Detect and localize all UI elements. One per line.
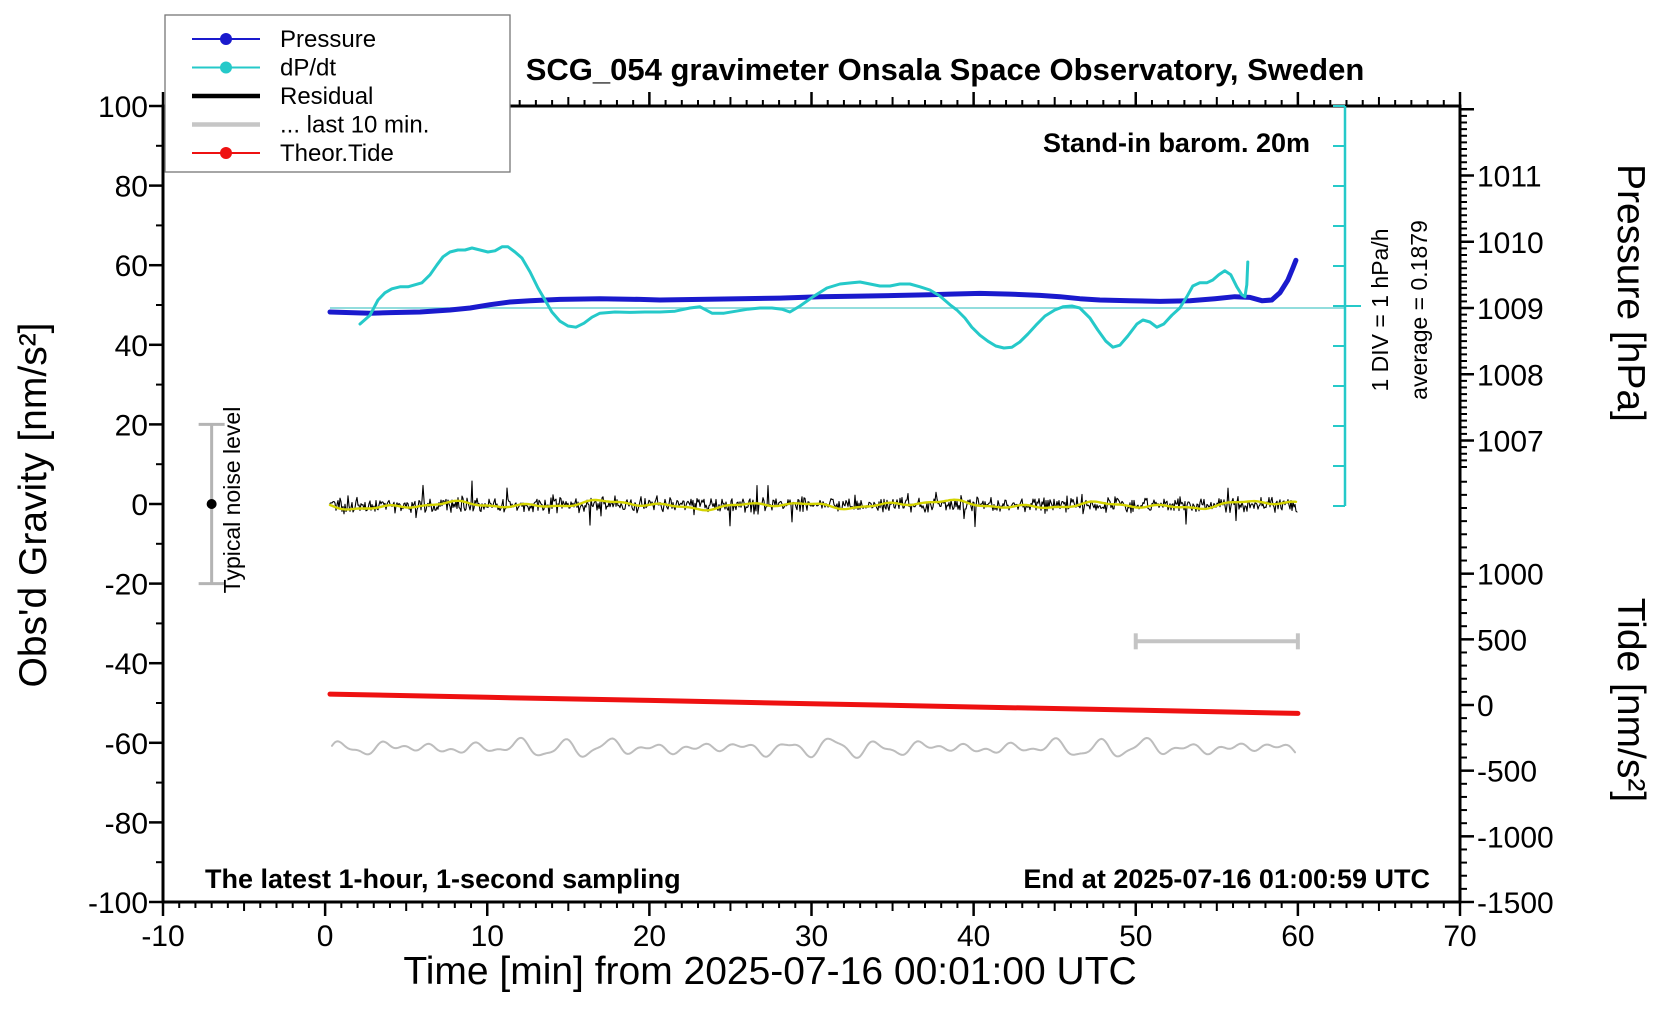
gravity-axis-title: Obs'd Gravity [nm/s²] [12,322,55,688]
gravity-tick-label: -20 [104,568,148,602]
tide-tick-label: 500 [1477,624,1528,658]
pressure-tick-label: 1011 [1477,160,1542,194]
sampling-note: The latest 1-hour, 1-second sampling [205,864,681,894]
gravity-tick-label: -100 [87,887,148,920]
theor-tide-line [330,694,1298,713]
gravity-tick-label: 0 [131,489,148,522]
x-tick-label: 70 [1443,920,1477,953]
pressure-tick-label: 1007 [1477,425,1544,459]
tide-tick-label: 0 [1477,690,1494,723]
pressure-line [330,260,1296,313]
legend-item-label: Theor.Tide [280,140,394,167]
tide-tick-label: -500 [1477,755,1538,789]
x-tick-label: 0 [316,920,334,953]
gravity-tick-label: -80 [104,807,148,841]
x-tick-label: 40 [956,920,991,953]
pressure-axis-title: Pressure [hPa] [1609,164,1652,422]
x-tick-label: 20 [632,920,667,953]
legend-swatch-dot [220,62,232,74]
last10min-trace [332,738,1295,758]
div-scale-note: 1 DIV = 1 hPa/h [1367,228,1393,392]
end-time-note: End at 2025-07-16 01:00:59 UTC [1023,864,1430,894]
tide-tick-label: 1000 [1477,558,1544,592]
x-tick-label: 60 [1281,920,1315,953]
data-curves [330,247,1298,758]
average-note: average = 0.1879 [1406,220,1432,400]
pressure-tick-label: 1009 [1477,293,1544,326]
tide-axis-title: Tide [nm/s²] [1609,597,1652,803]
pressure-tick-label: 1008 [1477,359,1544,393]
x-tick-label: 10 [470,920,504,953]
x-tick-label: 50 [1119,920,1153,953]
plot-markers [199,106,1361,649]
gravity-tick-label: -40 [104,648,148,682]
chart-title: SCG_054 gravimeter Onsala Space Observatory, Sweden [525,52,1365,87]
noise-bar-dot [207,499,217,509]
legend-box [165,15,510,172]
legend-item-label: Residual [280,83,374,110]
gravity-tick-label: 40 [114,329,148,363]
tide-tick-label: -1500 [1477,886,1554,920]
legend-item-label: Pressure [280,26,377,53]
legend-item-label: ... last 10 min. [280,111,430,139]
legend-swatch-dot [220,33,232,45]
noise-level-note: Typical noise level [219,406,245,594]
x-tick-label: -10 [141,920,185,953]
gravity-tick-label: 60 [114,250,148,284]
x-tick-label: 30 [794,920,829,953]
tide-tick-label: -1000 [1477,821,1554,855]
legend-swatch-dot [220,147,232,159]
gravity-tick-label: 20 [114,409,148,443]
gravity-tick-label: 80 [114,170,148,204]
standin-barometer-note: Stand-in barom. 20m [1042,128,1310,158]
axis-tick-labels [88,91,1554,953]
pressure-tick-label: 1010 [1477,226,1544,260]
gravity-tick-label: -60 [104,727,148,761]
gravity-tick-label: 100 [97,91,148,124]
x-axis-title: Time [min] from 2025-07-16 00:01:00 UTC [403,950,1137,993]
legend-item-label: dP/dt [280,54,337,82]
